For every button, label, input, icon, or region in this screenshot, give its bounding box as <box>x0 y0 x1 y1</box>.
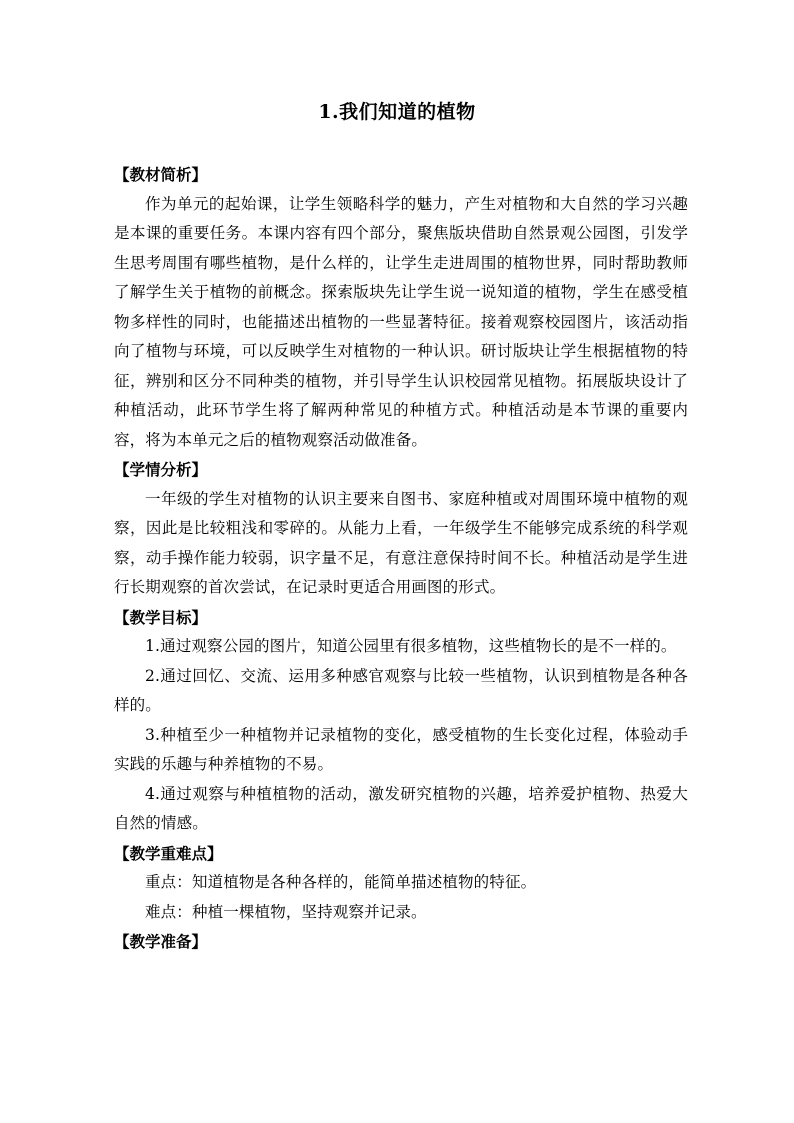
key-point: 重点：知道植物是各种各样的，能简单描述植物的特征。 <box>145 873 537 891</box>
objective-item: 4.通过观察与种植植物的活动，激发研究植物的兴趣，培养爱护植物、热爱大自然的情感。 <box>114 784 688 832</box>
section-heading: 【学情分析】 <box>114 460 208 479</box>
section-paragraph: 一年级的学生对植物的认识主要来自图书、家庭种植或对周围环境中植物的观察，因此是比较粗浅和零碎的。从能力上看，一年级学生不能够完成系统的科学观察，动手操作能力较弱，识字量不足，有意注意保持时间不长。种植活动是学生进行长期观察的首次尝试，在记录时更适合用画图的形式。 <box>114 489 688 596</box>
section-paragraph: 作为单元的起始课，让学生领略科学的魅力，产生对植物和大自然的学习兴趣是本课的重要任务。本课内容有四个部分，聚焦版块借助自然景观公园图，引发学生思考周围有哪些植物，是什么样的，让学生走进周围的植物世界，同时帮助教师了解学生关于植物的前概念。探索版块先让学生说一说知道的植物，学生在感受植物多样性的同时，也能描述出植物的一些显著特征。接着观察校园图片，该活动指向了植物与环境，可以反映学生对植物的一种认识。研讨版块让学生根据植物的特征，辨别和区分不同种类的植物，并引导学生认识校园常见植物。拓展版块设计了种植活动，此环节学生将了解两种常见的种植方式。种植活动是本节课的重要内容，将为本单元之后的植物观察活动做准备。 <box>114 194 688 449</box>
section-teaching-objectives <box>114 603 688 839</box>
difficult-point: 难点：种植一棵植物，坚持观察并记录。 <box>145 902 427 921</box>
objective-item: 2.通过回忆、交流、运用多种感官观察与比较一些植物，认识到植物是各种各样的。 <box>114 666 688 714</box>
section-teaching-preparation <box>114 927 688 957</box>
section-textbook-analysis <box>114 160 688 455</box>
section-heading: 【教学目标】 <box>114 607 208 627</box>
page-title: 1.我们知道的植物 <box>318 101 476 123</box>
objective-item: 1.通过观察公园的图片，知道公园里有很多植物，这些植物长的是不一样的。 <box>145 637 677 655</box>
section-heading: 【教材简析】 <box>114 165 208 184</box>
objective-item: 3.种植至少一种植物并记录植物的变化，感受植物的生长变化过程，体验动手实践的乐趣与种养植物的不易。 <box>114 725 688 773</box>
section-student-analysis <box>114 455 688 603</box>
section-heading: 【教学准备】 <box>114 932 208 951</box>
section-heading: 【教学重难点】 <box>114 843 223 863</box>
section-key-difficulties <box>114 839 688 928</box>
document-body <box>114 160 688 957</box>
